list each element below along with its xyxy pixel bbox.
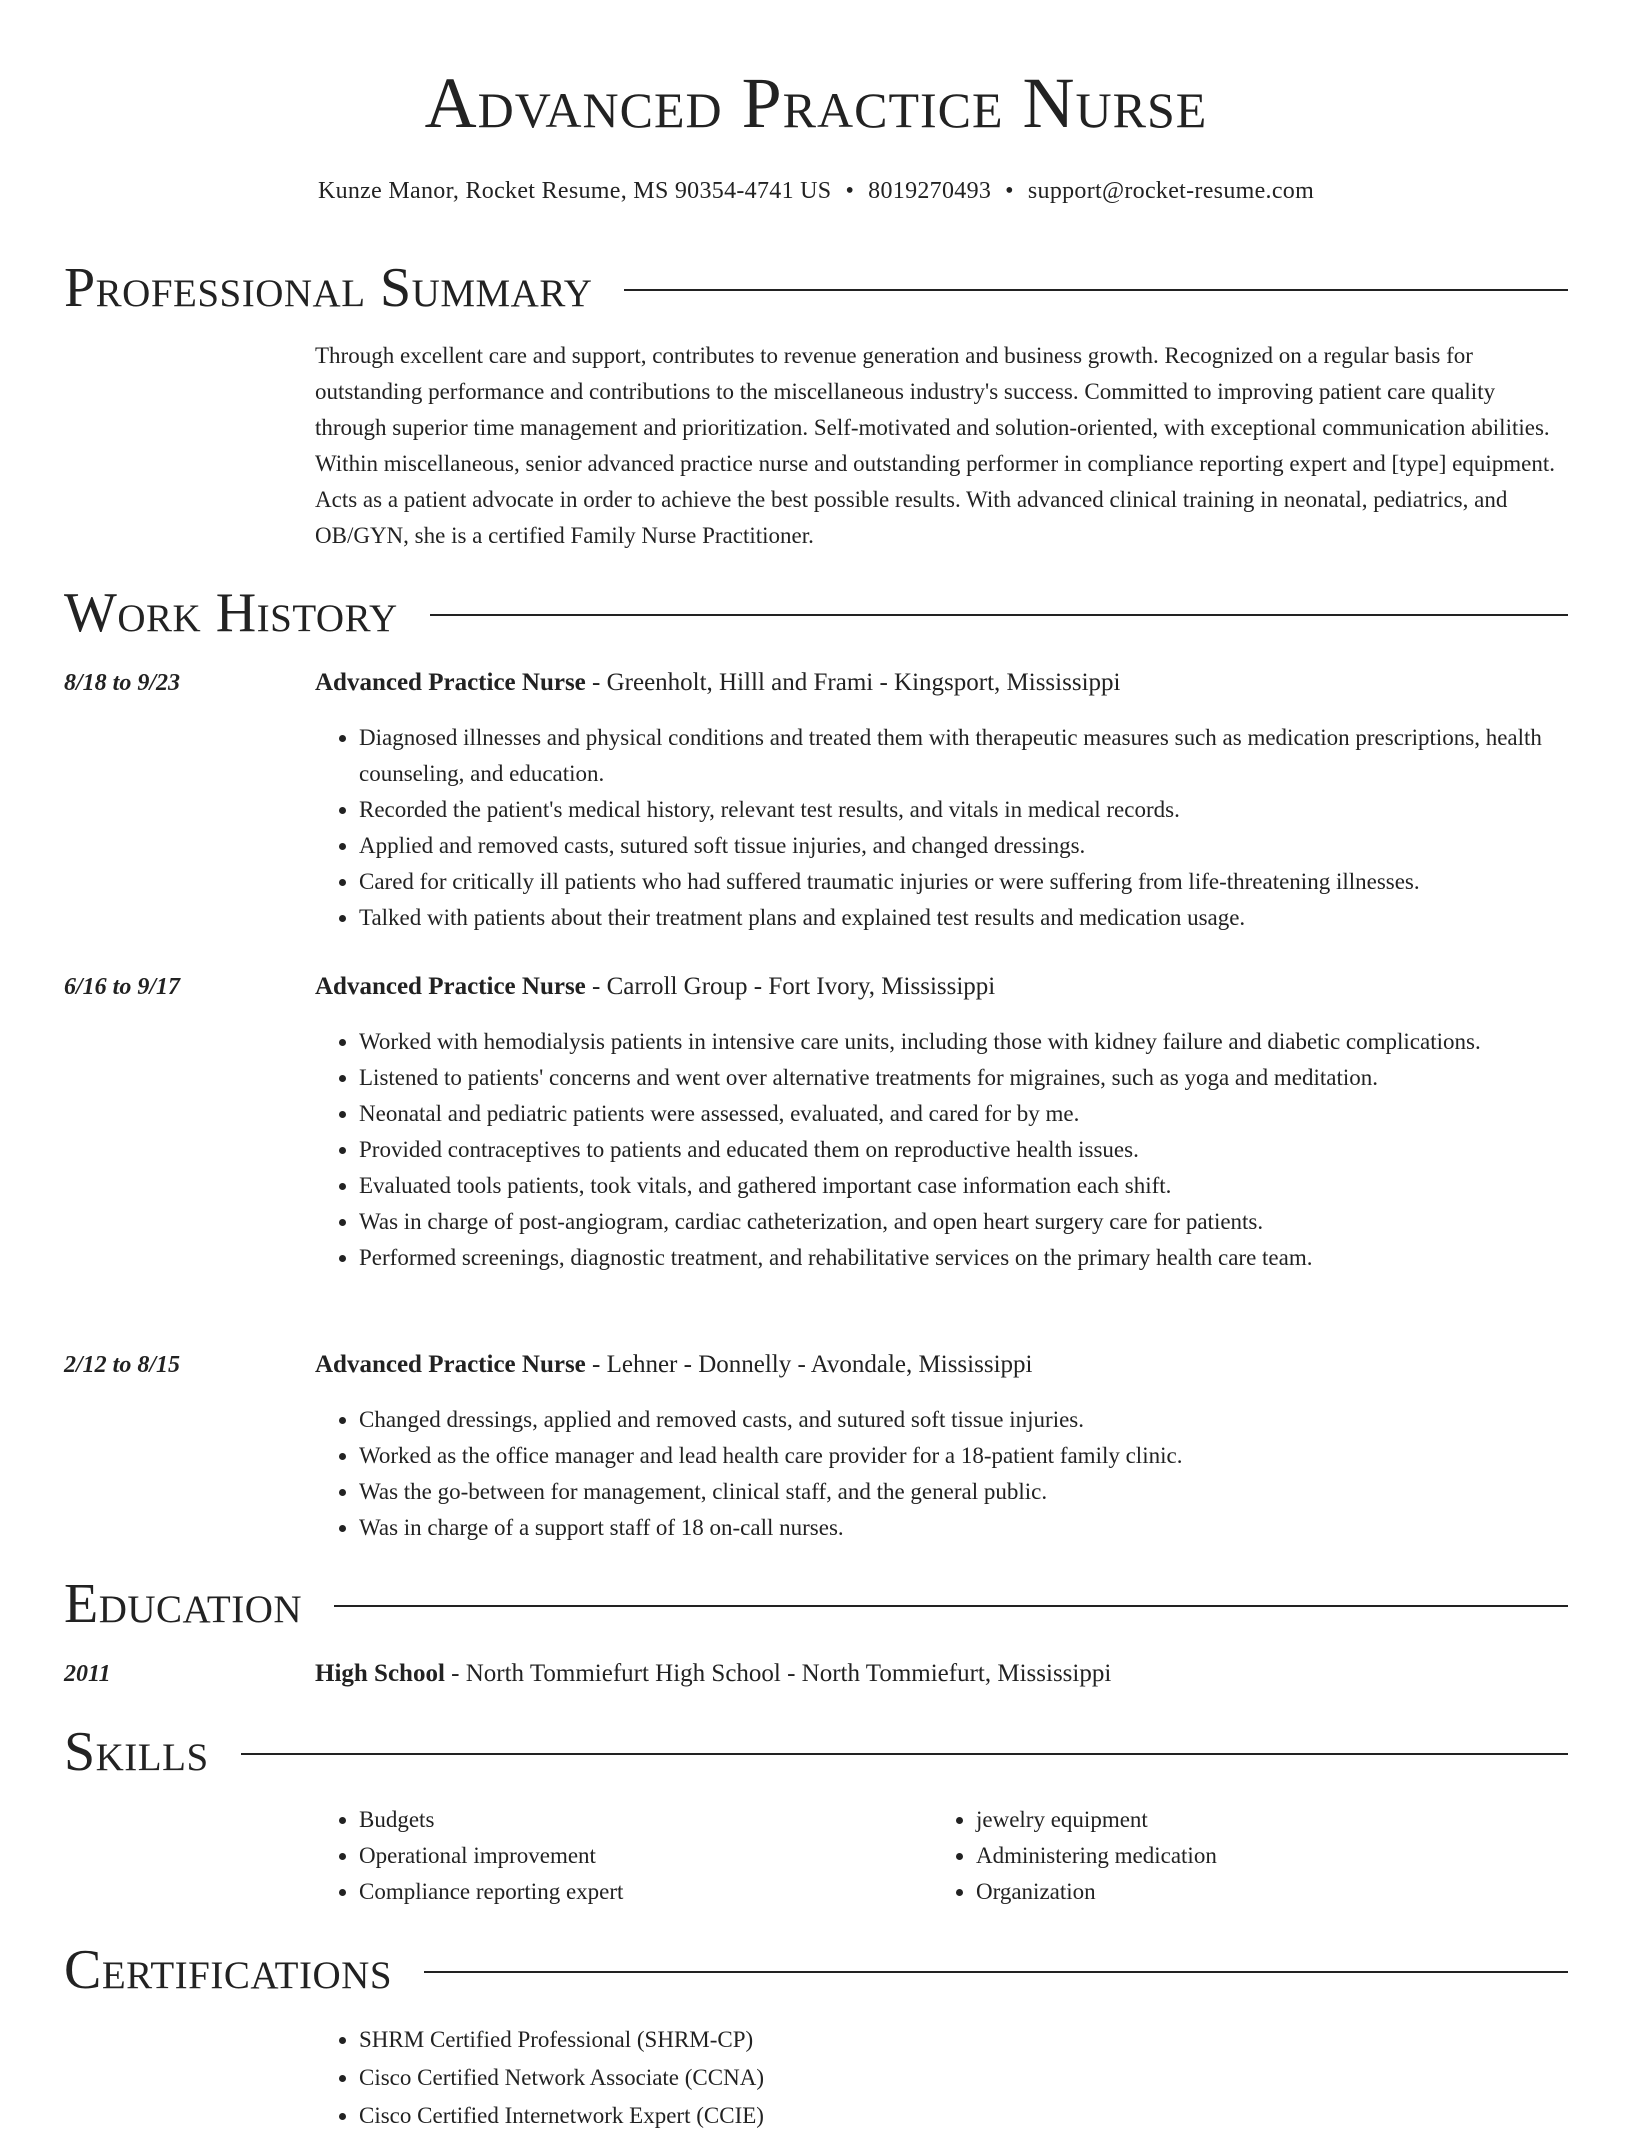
education-year: 2011 xyxy=(64,1661,111,1687)
list-item: • Administering medication xyxy=(976,1838,1596,1874)
section-divider xyxy=(624,289,1568,291)
list-item: • Budgets xyxy=(359,1802,919,1838)
section-divider xyxy=(430,614,1568,616)
education-school-location: - North Tommiefurt High School - North Tommiefurt, Mississippi xyxy=(444,1660,1112,1687)
list-item: • Worked as the office manager and lead health care provider for a 18-patient family clinic. xyxy=(359,1438,1568,1474)
section-education xyxy=(64,1572,1568,1636)
section-title: Work History xyxy=(64,582,398,644)
contact-line xyxy=(0,176,1632,206)
job-heading xyxy=(315,972,1568,1002)
job-bullets xyxy=(315,1024,1568,1276)
skills-list-left xyxy=(315,1802,919,1910)
job-title: Advanced Practice Nurse xyxy=(315,669,586,696)
job-employer-location: - Lehner - Donnelly - Avondale, Mississippi xyxy=(585,1351,1033,1378)
section-title: Certifications xyxy=(64,1939,393,2001)
section-title: Education xyxy=(64,1573,303,1635)
candidate-name: Advanced Practice Nurse xyxy=(424,63,1208,143)
section-title: Skills xyxy=(64,1721,209,1783)
job-bullets xyxy=(315,720,1568,936)
section-professional-summary xyxy=(64,256,1568,320)
job-dates: 8/18 to 9/23 xyxy=(64,670,181,696)
address: Kunze Manor, Rocket Resume, MS 90354-4741 US xyxy=(317,178,832,204)
list-item: • Cisco Certified Internetwork Expert (CCIE) xyxy=(359,2097,1568,2135)
list-item: • Was in charge of post-angiogram, cardiac catheterization, and open heart surgery care for patients. xyxy=(359,1204,1568,1240)
job-heading xyxy=(315,668,1568,698)
list-item: • Was in charge of a support staff of 18 on-call nurses. xyxy=(359,1510,1568,1546)
list-item: • Was the go-between for management, clinical staff, and the general public. xyxy=(359,1474,1568,1510)
section-skills xyxy=(64,1720,1568,1784)
section-certifications xyxy=(64,1938,1568,2002)
job-heading xyxy=(315,1350,1568,1380)
job-title: Advanced Practice Nurse xyxy=(315,1351,586,1378)
list-item: • Talked with patients about their treatment plans and explained test results and medication usage. xyxy=(359,900,1568,936)
list-item: • Cisco Certified Network Associate (CCNA) xyxy=(359,2059,1568,2097)
list-item: • jewelry equipment xyxy=(976,1802,1596,1838)
list-item: • Evaluated tools patients, took vitals, and gathered important case information each shift. xyxy=(359,1168,1568,1204)
list-item: • Diagnosed illnesses and physical conditions and treated them with therapeutic measures such as medication prescriptions, health counseling, and education. xyxy=(359,720,1568,792)
list-item: • Changed dressings, applied and removed casts, and sutured soft tissue injuries. xyxy=(359,1402,1568,1438)
separator-dot: • xyxy=(845,178,855,204)
list-item: • Cared for critically ill patients who had suffered traumatic injuries or were suffering from life-threatening illnesses. xyxy=(359,864,1568,900)
section-divider xyxy=(334,1605,1568,1607)
list-item: • SHRM Certified Professional (SHRM-CP) xyxy=(359,2021,1568,2059)
job-dates: 2/12 to 8/15 xyxy=(64,1352,181,1378)
email: support@rocket-resume.com xyxy=(1027,178,1315,204)
phone: 8019270493 xyxy=(868,178,992,204)
education-heading xyxy=(315,1659,1568,1689)
education-degree: High School xyxy=(315,1660,445,1687)
job-bullets xyxy=(315,1402,1568,1546)
section-divider xyxy=(424,1971,1568,1973)
list-item: • Organization xyxy=(976,1874,1596,1910)
job-employer-location: - Greenholt, Hilll and Frami - Kingsport, Mississippi xyxy=(585,669,1121,696)
list-item: • Worked with hemodialysis patients in intensive care units, including those with kidney failure and diabetic complications. xyxy=(359,1024,1568,1060)
list-item: • Provided contraceptives to patients and educated them on reproductive health issues. xyxy=(359,1132,1568,1168)
list-item: • Operational improvement xyxy=(359,1838,919,1874)
separator-dot: • xyxy=(1005,178,1014,204)
list-item: • Listened to patients' concerns and went over alternative treatments for migraines, such as yoga and meditation. xyxy=(359,1060,1568,1096)
certifications-list xyxy=(315,2021,1568,2135)
section-work-history xyxy=(64,581,1568,645)
job-employer-location: - Carroll Group - Fort Ivory, Mississippi xyxy=(585,973,996,1000)
skills-list-right xyxy=(932,1802,1596,1910)
job-dates: 6/16 to 9/17 xyxy=(64,974,181,1000)
summary-text: Through excellent care and support, contributes to revenue generation and business growth. Recognized on a regular basis for outstanding performance and contributions to the miscellaneous industry's success. Committed to improving patient care quality through superior time management and prioritization. Self-motivated and solution-oriented, with exceptional communication abilities. Within miscellaneous, senior advanced practice nurse and outstanding performer in compliance reporting expert and [type] equipment. Acts as a patient advocate in order to achieve the best possible results. With advanced clinical training in neonatal, pediatrics, and OB/GYN, she is a certified Family Nurse Practitioner. xyxy=(315,343,1556,548)
list-item: • Applied and removed casts, sutured soft tissue injuries, and changed dressings. xyxy=(359,828,1568,864)
list-item: • Compliance reporting expert xyxy=(359,1874,919,1910)
section-divider xyxy=(241,1753,1568,1755)
list-item: • Neonatal and pediatric patients were assessed, evaluated, and cared for by me. xyxy=(359,1096,1568,1132)
job-title: Advanced Practice Nurse xyxy=(315,973,586,1000)
list-item: • Performed screenings, diagnostic treatment, and rehabilitative services on the primary health care team. xyxy=(359,1240,1568,1276)
list-item: • Recorded the patient's medical history, relevant test results, and vitals in medical records. xyxy=(359,792,1568,828)
section-title: Professional Summary xyxy=(64,257,593,319)
